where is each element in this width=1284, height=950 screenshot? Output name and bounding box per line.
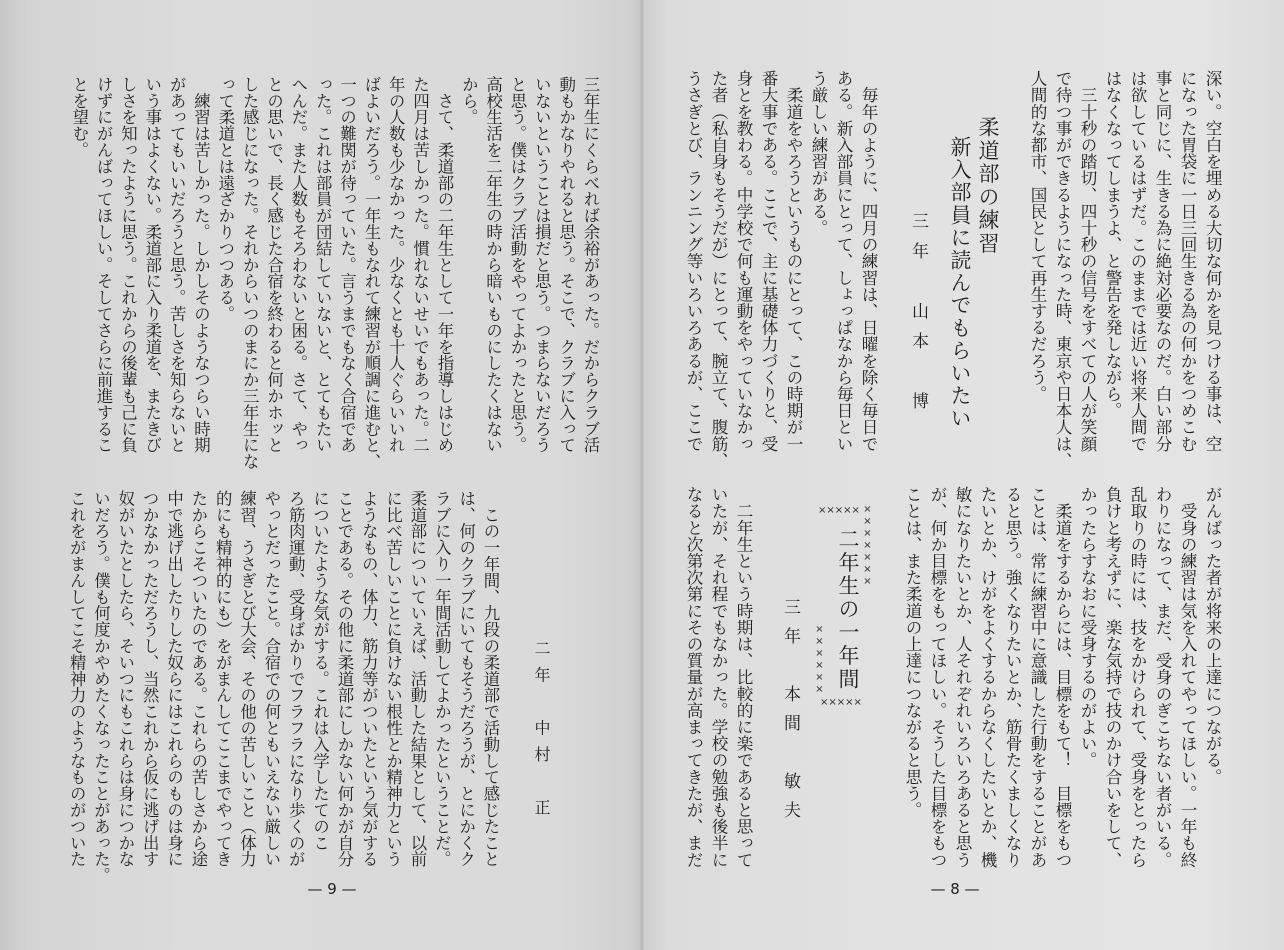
text-column: ばよいだろう。一年生もなれて練習が順調に進むと、 xyxy=(361,76,381,470)
text-column: 三年生にくらべれば余裕があった。だからクラブ活 xyxy=(581,76,600,454)
text-column: はなくなってしまうよ、と警告を発しながら。 xyxy=(1103,70,1122,419)
ornament-bottom-row: ××××× xyxy=(820,697,862,708)
text-column: かったらすなおに受身するのがよい。 xyxy=(1078,486,1097,769)
text-column: いだろう。僕も何度かやめたくなったことがあった。 xyxy=(91,490,111,884)
page-fold xyxy=(640,0,644,950)
text-column: ことは、常に練習中に意識した行動をすることがあ xyxy=(1028,486,1047,868)
text-column: 番大事である。ここで、主に基礎体力づくりと、受 xyxy=(759,70,778,452)
text-column: 負けと考えずに、楽な気持で技のかけ合いをして、 xyxy=(1103,486,1122,868)
text-column: 的にも精神的にも）をがまんしてここまでやってき xyxy=(213,490,233,868)
text-column: がんばった者が将来の上達につながる。 xyxy=(1203,486,1222,785)
text-column: しさを知ったように思う。これからの後輩も己に負 xyxy=(118,76,138,454)
article-title: 柔道部の練習 xyxy=(976,116,1000,256)
article-title: 二年生の一年間 xyxy=(836,528,860,692)
text-column: ると思う。強くなりたいとか、筋骨たくましくなり xyxy=(1003,486,1022,868)
text-column: と思う。僕はクラブ活動をやってよかったと思う。 xyxy=(507,76,527,454)
text-column: へんだ。また人数もそろわないと困る。さて、やっ xyxy=(288,76,308,454)
text-column: った。これは部員が団結していないと、とてもたい xyxy=(313,76,333,454)
text-column: ことは、また柔道の上達につながると思う。 xyxy=(903,486,922,818)
text-column: から。 xyxy=(459,76,479,126)
text-column: この一年間、九段の柔道部で活動して感じたこと xyxy=(481,490,500,868)
text-column: ことである。その他に柔道部にしかない何かが自分 xyxy=(334,490,354,868)
text-column: さて、柔道部の二年生として一年を指導しはじめ xyxy=(434,76,454,454)
text-column: 二年生という時期は、比較的に楽であると思って xyxy=(734,486,753,868)
text-column: うさぎとび、ランニング等いろいろあるが、ここで xyxy=(684,70,703,452)
text-column: 受身の練習は気を入れてやってほしい。一年も終 xyxy=(1178,486,1197,868)
text-column: 事と同じに、生きる為に絶対必要なのだ。白い部分 xyxy=(1153,70,1172,452)
text-column: た者（私自身もそうだが）にとって、腕立て、腹筋、 xyxy=(709,70,728,469)
text-column: 深い。空白を埋める大切な何かを見つける事は、空 xyxy=(1203,70,1222,452)
text-column: いう事はよくない。柔道部に入り柔道を、またきび xyxy=(142,76,162,454)
text-column: した感じになった。それからいつのまにか三年生にな xyxy=(240,76,260,470)
text-column: ラブに入り一年間活動してよかったということだ。 xyxy=(432,490,452,868)
text-column: が、何か目標をもってほしい。そうした目標をもつ xyxy=(928,486,947,868)
text-column: 練習、うさぎとび大会、その他の苦しいこと（体力 xyxy=(237,490,257,868)
text-column: についたような気がする。これは入学したてのこ xyxy=(310,490,330,851)
text-column: う厳しい練習がある。 xyxy=(809,70,828,236)
text-column: があってもいいだろうと思う。苦しさを知らないと xyxy=(167,76,187,454)
text-column: 乱取りの時には、技をかけられて、受身をとったら xyxy=(1128,486,1147,868)
text-column: たいとか、けがをよくするからなくしたいとか、機 xyxy=(978,486,997,868)
judo-practice-body-top xyxy=(681,70,881,468)
text-column: たからこそついたのである。これらの苦しさから途 xyxy=(188,490,208,868)
text-column: わりになって、まだ、受身のぎこちない者がいる。 xyxy=(1153,486,1172,868)
text-column: 奴がいたとしたら、そいつにもこれらは身につかな xyxy=(115,490,135,868)
text-column: 一つの難関が待っていた。言うまでもなく合宿であ xyxy=(337,76,357,454)
second-year-article-continued xyxy=(66,76,602,470)
previous-article-continued xyxy=(1025,70,1225,468)
text-column: に比べ苦しいことに負けない根性とか精神力という xyxy=(383,490,403,868)
text-column: ようなもの、体力、筋力等がついたという気がする xyxy=(359,490,379,868)
text-column: ある。新入部員にとって、しょっぱなから毎日とい xyxy=(834,70,853,452)
text-column: 中で逃げ出したりした奴らにはこれらのものは身に xyxy=(164,490,184,868)
text-column: 高校生活を二年生の時から暗いものにしたくはない xyxy=(483,76,503,454)
text-column: つかなかっただろうし、当然これから仮に逃げ出す xyxy=(140,490,160,868)
article-subtitle: 新入部員に読んでもらいたい xyxy=(948,136,972,430)
text-column: いたが、それ程でもなかった。学校の勉強も後半に xyxy=(709,486,728,868)
judo-practice-body-bottom xyxy=(900,486,1225,868)
text-column: との思いで、長く感じた合宿を終わると何かホッと xyxy=(264,76,284,454)
text-column: は、何のクラブにいてもそうだろうが、とにかくク xyxy=(456,490,476,868)
text-column: やっとだったこと。合宿での何ともいえない厳しい xyxy=(261,490,281,868)
page-8 xyxy=(643,0,1284,950)
text-column: 人間的な都市、国民として再生するだろう。 xyxy=(1028,70,1047,402)
page-number: — 9 — xyxy=(307,880,357,898)
text-column: なると次第次第にその質量が高まってきたが、まだ xyxy=(684,486,703,868)
article-author: 二年 中村 正 xyxy=(532,640,551,826)
text-column: 柔道をやろうというものにとって、この時期が一 xyxy=(784,70,803,452)
page-number: — 8 — xyxy=(930,880,980,898)
text-column: になった胃袋に一日三回生きる為の何かをつめこむ xyxy=(1178,70,1197,452)
text-column: これをがまんしてこそ精神力のようなものがついた xyxy=(67,490,87,868)
ornament-top-row: ××××× xyxy=(818,505,860,516)
nakamura-article-body xyxy=(63,490,502,884)
text-column: 動もかなりやれると思う。そこで、クラブに入って xyxy=(556,76,576,454)
text-column: いないということは損だと思う。つまらないだろう xyxy=(532,76,552,454)
text-column: 柔道部についていえば、活動した結果として、以前 xyxy=(407,490,427,868)
text-column: 身とを教わる。中学校で何も運動をやっていなかっ xyxy=(734,70,753,452)
text-column: 練習は苦しかった。しかしそのようなつらい時期 xyxy=(191,76,211,454)
article-author: 三年 山本 博 xyxy=(908,212,928,422)
text-column: 毎年のように、四月の練習は、日曜を除く毎日で xyxy=(859,70,878,452)
text-column: た四月は苦しかった。慣れないせいでもあった。二 xyxy=(410,76,430,454)
ornament-top-column: ××××××× xyxy=(862,504,873,588)
text-column: とを望む。 xyxy=(69,76,89,158)
text-column: 三十秒の踏切、四十秒の信号をすべての人が笑顔 xyxy=(1078,70,1097,452)
text-column: って柔道とは遠ざかりつつある。 xyxy=(215,76,235,322)
text-column: けずにがんばってほしい。そしてさらに前進するこ xyxy=(94,76,114,454)
text-column: 柔道をするからには、目標をもて！ 目標をもつ xyxy=(1053,486,1072,868)
second-year-article-body xyxy=(681,486,756,868)
text-column: で待つ事ができるようになった時、東京や日本人は、 xyxy=(1053,70,1072,469)
text-column: 敏になりたいとか、人それぞれいろいろあると思う xyxy=(953,486,972,868)
ornament-bottom-column: ×××××× xyxy=(814,624,825,696)
article-author: 三年 本間 敏夫 xyxy=(780,598,800,830)
text-column: は欲しているはずだ。このままでは近い将来人間で xyxy=(1128,70,1147,452)
text-column: 年の人数も少なかった。少なくとも十人ぐらいいれ xyxy=(386,76,406,454)
text-column: ろ筋肉運動、受身ばかりでフラフラになり歩くのが xyxy=(286,490,306,868)
